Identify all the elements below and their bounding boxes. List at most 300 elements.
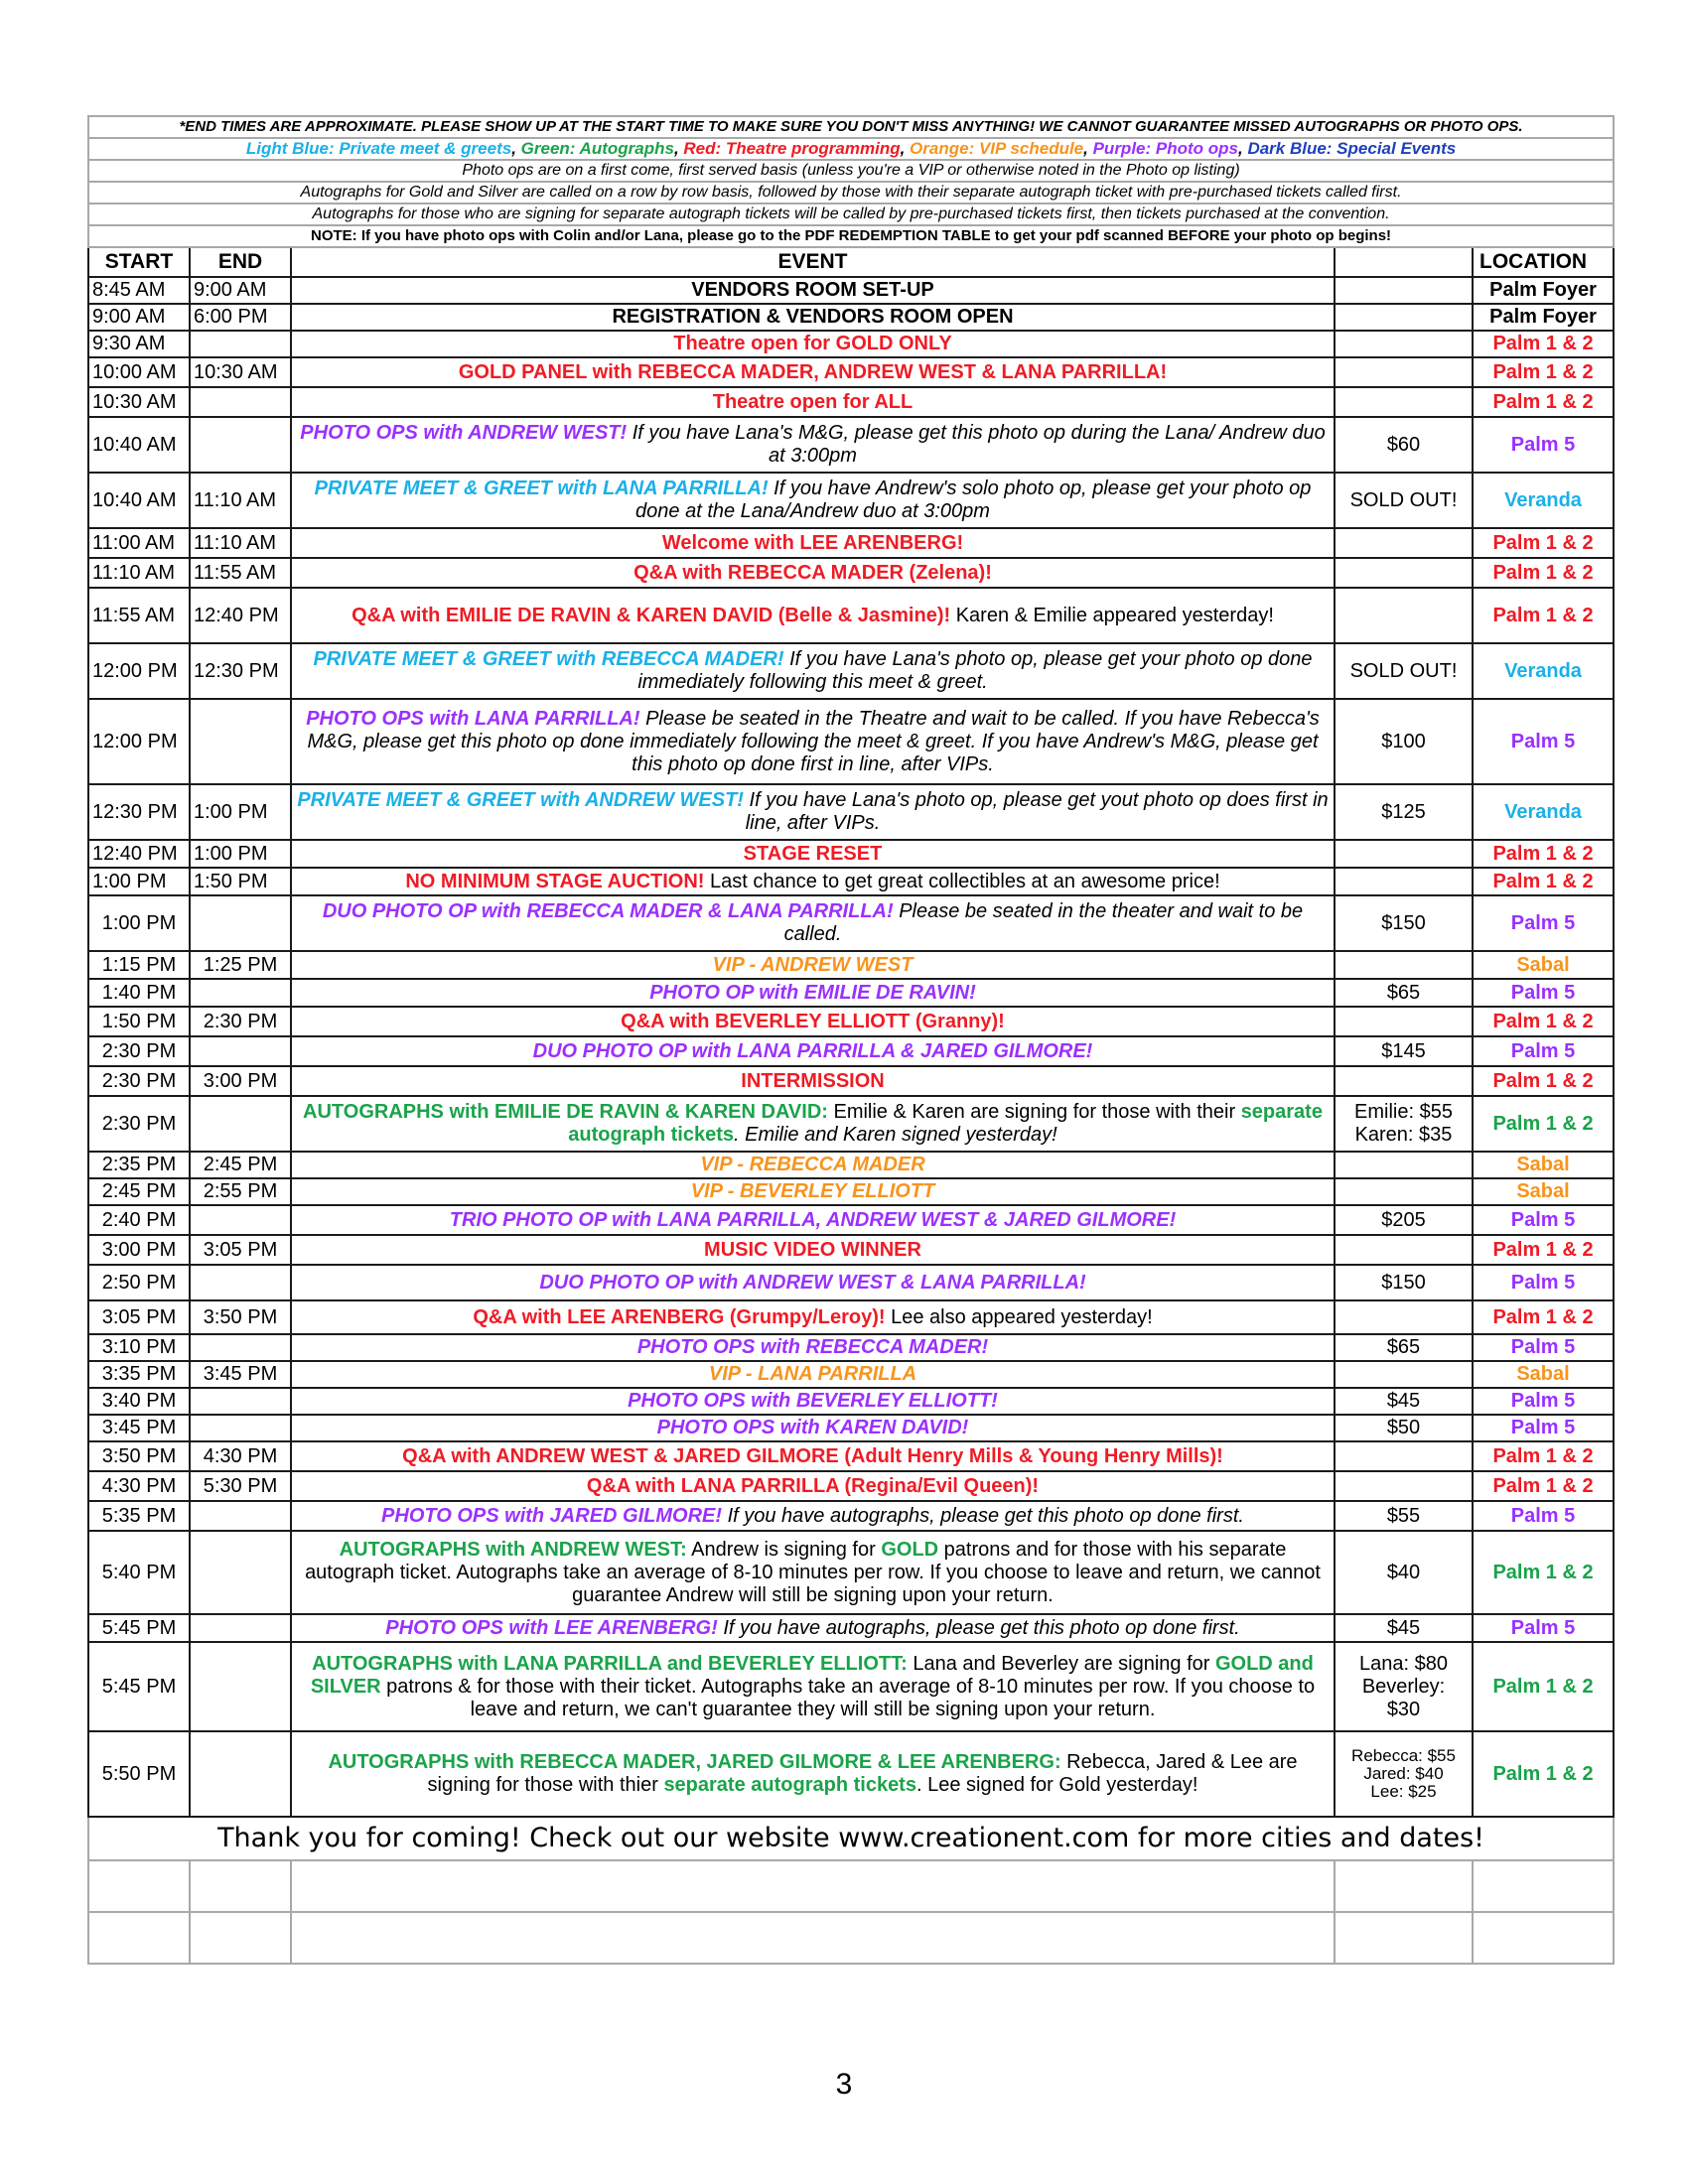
start-time: 9:00 AM	[88, 304, 190, 331]
schedule-row	[88, 784, 1614, 840]
start-time: 9:30 AM	[88, 331, 190, 357]
column-header-start: START	[88, 247, 190, 277]
event-description	[291, 1642, 1335, 1731]
event-location: Palm 5	[1473, 699, 1614, 784]
schedule-row	[88, 1388, 1614, 1415]
event-location: Palm 1 & 2	[1473, 528, 1614, 558]
schedule-row	[88, 1036, 1614, 1066]
event-price: $45	[1335, 1388, 1473, 1415]
event-text: separate autograph tickets	[663, 1774, 916, 1796]
end-time: 11:10 AM	[190, 528, 291, 558]
event-description	[291, 1066, 1335, 1096]
event-price	[1335, 357, 1473, 387]
event-price	[1335, 1471, 1473, 1501]
event-text: GOLD	[881, 1538, 939, 1561]
event-text: separate autograph tickets	[568, 1101, 1323, 1146]
event-description	[291, 277, 1335, 304]
event-text: . Lee signed for Gold yesterday!	[915, 1774, 1198, 1796]
event-text: Andrew is signing for	[686, 1538, 882, 1561]
start-time: 2:45 PM	[88, 1178, 190, 1205]
event-location: Sabal	[1473, 951, 1614, 979]
event-text: NO MINIMUM STAGE AUCTION!	[405, 870, 705, 892]
event-text: If you have autographs, please get this photo op done first.	[722, 1504, 1244, 1527]
event-text: GOLD and SILVER	[310, 1652, 1314, 1698]
event-location: Palm 5	[1473, 895, 1614, 951]
event-text: VIP - ANDREW WEST	[712, 953, 914, 976]
start-time: 3:10 PM	[88, 1334, 190, 1361]
schedule-row	[88, 1361, 1614, 1388]
event-price: $150	[1335, 1265, 1473, 1300]
start-time: 2:30 PM	[88, 1066, 190, 1096]
event-text: Theatre open for ALL	[712, 390, 914, 413]
end-time: 6:00 PM	[190, 304, 291, 331]
event-price	[1335, 277, 1473, 304]
start-time: 5:45 PM	[88, 1614, 190, 1642]
schedule-row	[88, 1415, 1614, 1441]
start-time: 1:15 PM	[88, 951, 190, 979]
event-text: If you have Lana's photo op, please get your photo op done immediately following this meet & greet.	[637, 648, 1313, 693]
event-text: If you have Lana's photo op, please get yout photo op does first in line, after VIPs.	[743, 789, 1329, 834]
start-time: 10:30 AM	[88, 387, 190, 417]
event-price: $50	[1335, 1415, 1473, 1441]
event-price	[1335, 1178, 1473, 1205]
event-text: Please be seated in the Theatre and wait to be called. If you have Rebecca's M&G, please get this photo op done immediately following the meet & greet. If you have Andrew's M&G, please get this photo op done first in line, after VIPs.	[307, 707, 1320, 775]
legend-item: Green: Autographs	[520, 139, 674, 159]
event-location: Palm 1 & 2	[1473, 558, 1614, 588]
event-text: GOLD PANEL with REBECCA MADER, ANDREW WEST & LANA PARRILLA!	[458, 360, 1168, 383]
end-time	[190, 895, 291, 951]
end-time: 1:00 PM	[190, 784, 291, 840]
event-price	[1335, 1361, 1473, 1388]
event-price: Emilie: $55 Karen: $35	[1335, 1096, 1473, 1152]
end-time	[190, 1501, 291, 1531]
event-description	[291, 1205, 1335, 1235]
event-location: Veranda	[1473, 784, 1614, 840]
schedule-row	[88, 387, 1614, 417]
start-time: 5:35 PM	[88, 1501, 190, 1531]
column-header-end: END	[190, 247, 291, 277]
event-description	[291, 840, 1335, 868]
end-time	[190, 1334, 291, 1361]
event-text: PHOTO OPS with JARED GILMORE!	[381, 1504, 723, 1527]
end-time: 1:00 PM	[190, 840, 291, 868]
event-location: Palm 1 & 2	[1473, 1235, 1614, 1265]
event-text: AUTOGRAPHS with LANA PARRILLA and BEVERLEY ELLIOTT:	[312, 1652, 908, 1675]
empty-row	[88, 1912, 1614, 1964]
event-price: $55	[1335, 1501, 1473, 1531]
legend-separator: ,	[1237, 139, 1248, 159]
notice-separate-autographs: Autographs for those who are signing for separate autograph tickets will be called by pre-purchased tickets first, then tickets purchased at the convention.	[88, 204, 1614, 225]
schedule-row	[88, 1501, 1614, 1531]
empty-row	[88, 1860, 1614, 1912]
event-location: Sabal	[1473, 1361, 1614, 1388]
start-time: 12:40 PM	[88, 840, 190, 868]
event-text: Last chance to get great collectibles at an awesome price!	[704, 870, 1220, 892]
schedule-row	[88, 331, 1614, 357]
schedule-row	[88, 979, 1614, 1007]
event-price: $60	[1335, 417, 1473, 473]
event-text: REGISTRATION & VENDORS ROOM OPEN	[612, 306, 1014, 328]
legend-item: Light Blue: Private meet & greets	[245, 139, 512, 159]
event-description	[291, 1235, 1335, 1265]
event-location: Palm 1 & 2	[1473, 1300, 1614, 1334]
event-location: Palm 5	[1473, 1334, 1614, 1361]
event-description	[291, 784, 1335, 840]
end-time	[190, 1096, 291, 1152]
end-time	[190, 1415, 291, 1441]
end-time: 12:30 PM	[190, 643, 291, 699]
start-time: 10:40 AM	[88, 473, 190, 528]
start-time: 11:55 AM	[88, 588, 190, 643]
event-location: Palm 5	[1473, 1501, 1614, 1531]
notice-end-times: *END TIMES ARE APPROXIMATE. PLEASE SHOW UP AT THE START TIME TO MAKE SURE YOU DON'T MISS ANYTHING! WE CANNOT GUARANTEE MISSED AUTOGRAPHS OR PHOTO OPS.	[88, 116, 1614, 138]
start-time: 11:10 AM	[88, 558, 190, 588]
start-time: 3:45 PM	[88, 1415, 190, 1441]
event-price: $125	[1335, 784, 1473, 840]
start-time: 11:00 AM	[88, 528, 190, 558]
event-text: Please be seated in the theater and wait to be called.	[783, 900, 1304, 945]
event-text: Q&A with REBECCA MADER (Zelena)!	[633, 561, 992, 584]
event-price: $100	[1335, 699, 1473, 784]
event-text: AUTOGRAPHS with ANDREW WEST:	[339, 1538, 687, 1561]
event-text: PHOTO OPS with BEVERLEY ELLIOTT!	[628, 1390, 998, 1412]
event-location: Palm 1 & 2	[1473, 1731, 1614, 1817]
event-price	[1335, 840, 1473, 868]
event-text: Rebecca, Jared & Lee are signing for those with thier	[427, 1751, 1298, 1796]
start-time: 12:30 PM	[88, 784, 190, 840]
start-time: 1:50 PM	[88, 1007, 190, 1036]
event-price	[1335, 331, 1473, 357]
event-price: SOLD OUT!	[1335, 643, 1473, 699]
event-text: PRIVATE MEET & GREET with REBECCA MADER!	[313, 648, 784, 670]
event-text: AUTOGRAPHS with REBECCA MADER, JARED GILMORE & LEE ARENBERG:	[328, 1751, 1061, 1773]
start-time: 8:45 AM	[88, 277, 190, 304]
schedule-row	[88, 304, 1614, 331]
event-price	[1335, 558, 1473, 588]
schedule-row	[88, 1642, 1614, 1731]
event-text: If you have Andrew's solo photo op, please get your photo op done at the Lana/Andrew duo at 3:00pm	[635, 478, 1312, 522]
start-time: 2:35 PM	[88, 1152, 190, 1178]
end-time: 2:55 PM	[190, 1178, 291, 1205]
event-location: Palm 1 & 2	[1473, 1096, 1614, 1152]
schedule-row	[88, 473, 1614, 528]
event-price: $205	[1335, 1205, 1473, 1235]
event-text: If you have autographs, please get this photo op done first.	[717, 1616, 1240, 1639]
event-text: patrons and for those with his separate autograph ticket. Autographs take an average of 8-10 minutes per row. If you choose to leave and return, we cannot guarantee Andrew will still be signing upon your return.	[305, 1538, 1321, 1606]
event-description	[291, 895, 1335, 951]
event-description	[291, 1501, 1335, 1531]
schedule-row	[88, 357, 1614, 387]
schedule-row	[88, 840, 1614, 868]
legend-separator: ,	[511, 139, 521, 159]
event-location: Palm 5	[1473, 1614, 1614, 1642]
event-price	[1335, 304, 1473, 331]
event-text: patrons & for those with their ticket. Autographs take an average of 8-10 minutes per row. If you choose to leave and return, we can't guarantee they will still be signing upon your return.	[380, 1675, 1316, 1720]
event-description	[291, 387, 1335, 417]
event-text: Q&A with BEVERLEY ELLIOTT (Granny)!	[621, 1010, 1005, 1032]
event-text: Theatre open for GOLD ONLY	[673, 333, 952, 354]
event-text: DUO PHOTO OP with LANA PARRILLA & JARED GILMORE!	[532, 1039, 1093, 1062]
legend-item: Orange: VIP schedule	[910, 139, 1084, 159]
event-location: Palm Foyer	[1473, 277, 1614, 304]
event-location: Veranda	[1473, 473, 1614, 528]
schedule-row	[88, 1152, 1614, 1178]
legend-separator: ,	[1083, 139, 1093, 159]
legend-item: Purple: Photo ops	[1092, 139, 1238, 159]
event-text: STAGE RESET	[743, 842, 883, 865]
schedule-row	[88, 951, 1614, 979]
event-description	[291, 558, 1335, 588]
event-description	[291, 1334, 1335, 1361]
event-price: $150	[1335, 895, 1473, 951]
event-text: Q&A with EMILIE DE RAVIN & KAREN DAVID (Belle & Jasmine)!	[352, 604, 951, 626]
event-price: $145	[1335, 1036, 1473, 1066]
event-text: PHOTO OPS with KAREN DAVID!	[656, 1417, 969, 1438]
schedule-row	[88, 699, 1614, 784]
end-time	[190, 387, 291, 417]
schedule-row	[88, 1441, 1614, 1471]
end-time: 3:00 PM	[190, 1066, 291, 1096]
event-text: Q&A with LEE ARENBERG (Grumpy/Leroy)!	[473, 1305, 886, 1328]
schedule-sheet	[87, 115, 1613, 1965]
event-text: DUO PHOTO OP with REBECCA MADER & LANA PARRILLA!	[322, 900, 894, 922]
event-text: . Emilie and Karen signed yesterday!	[733, 1124, 1057, 1146]
event-description	[291, 1415, 1335, 1441]
end-time	[190, 1642, 291, 1731]
event-location: Palm 5	[1473, 417, 1614, 473]
legend-item: Red: Theatre programming	[683, 139, 901, 159]
schedule-row	[88, 1066, 1614, 1096]
event-description	[291, 699, 1335, 784]
event-text: PRIVATE MEET & GREET with ANDREW WEST!	[297, 789, 744, 811]
event-text: PHOTO OPS with ANDREW WEST!	[300, 422, 628, 444]
event-price	[1335, 1152, 1473, 1178]
event-location: Palm 1 & 2	[1473, 1007, 1614, 1036]
event-text: PHOTO OP with EMILIE DE RAVIN!	[649, 981, 976, 1004]
event-text: PRIVATE MEET & GREET with LANA PARRILLA!	[314, 478, 769, 499]
start-time: 3:40 PM	[88, 1388, 190, 1415]
event-price: SOLD OUT!	[1335, 473, 1473, 528]
start-time: 3:05 PM	[88, 1300, 190, 1334]
event-location: Palm 1 & 2	[1473, 588, 1614, 643]
end-time: 1:50 PM	[190, 868, 291, 895]
schedule-row	[88, 643, 1614, 699]
end-time	[190, 331, 291, 357]
event-description	[291, 1471, 1335, 1501]
event-text: Lee also appeared yesterday!	[885, 1305, 1153, 1328]
start-time: 1:00 PM	[88, 895, 190, 951]
event-description	[291, 1614, 1335, 1642]
event-price	[1335, 1066, 1473, 1096]
event-description	[291, 1178, 1335, 1205]
event-price	[1335, 528, 1473, 558]
event-description	[291, 1300, 1335, 1334]
notice-pdf-redemption: NOTE: If you have photo ops with Colin and/or Lana, please go to the PDF REDEMPTION TABLE to get your pdf scanned BEFORE your photo op begins!	[88, 225, 1614, 247]
end-time	[190, 1531, 291, 1614]
schedule-row	[88, 1007, 1614, 1036]
event-location: Palm 5	[1473, 1036, 1614, 1066]
event-text: Welcome with LEE ARENBERG!	[661, 531, 964, 554]
start-time: 5:50 PM	[88, 1731, 190, 1817]
schedule-row	[88, 588, 1614, 643]
event-description	[291, 1036, 1335, 1066]
event-text: AUTOGRAPHS with EMILIE DE RAVIN & KAREN DAVID:	[303, 1101, 828, 1123]
start-time: 5:40 PM	[88, 1531, 190, 1614]
event-description	[291, 1265, 1335, 1300]
start-time: 3:35 PM	[88, 1361, 190, 1388]
end-time: 3:05 PM	[190, 1235, 291, 1265]
start-time: 10:00 AM	[88, 357, 190, 387]
event-text: TRIO PHOTO OP with LANA PARRILLA, ANDREW WEST & JARED GILMORE!	[449, 1208, 1177, 1231]
event-description	[291, 1441, 1335, 1471]
event-price	[1335, 387, 1473, 417]
event-price	[1335, 1300, 1473, 1334]
start-time: 10:40 AM	[88, 417, 190, 473]
event-description	[291, 868, 1335, 895]
event-location: Palm 1 & 2	[1473, 840, 1614, 868]
schedule-row	[88, 1235, 1614, 1265]
event-text: If you have Lana's M&G, please get this photo op during the Lana/ Andrew duo at 3:00pm	[627, 422, 1326, 467]
end-time: 9:00 AM	[190, 277, 291, 304]
schedule-row	[88, 1614, 1614, 1642]
legend-separator: ,	[900, 139, 911, 159]
schedule-row	[88, 1205, 1614, 1235]
event-price: Rebecca: $55 Jared: $40 Lee: $25	[1335, 1731, 1473, 1817]
schedule-row	[88, 1178, 1614, 1205]
end-time: 11:10 AM	[190, 473, 291, 528]
event-location: Palm 5	[1473, 1388, 1614, 1415]
start-time: 12:00 PM	[88, 643, 190, 699]
event-description	[291, 1361, 1335, 1388]
event-location: Palm 5	[1473, 1265, 1614, 1300]
event-description	[291, 951, 1335, 979]
event-location: Palm 1 & 2	[1473, 1066, 1614, 1096]
event-description	[291, 331, 1335, 357]
schedule-row	[88, 1471, 1614, 1501]
column-header-event: EVENT	[291, 247, 1335, 277]
event-price: Lana: $80 Beverley: $30	[1335, 1642, 1473, 1731]
schedule-row	[88, 1731, 1614, 1817]
event-location: Palm Foyer	[1473, 304, 1614, 331]
event-description	[291, 1007, 1335, 1036]
event-description	[291, 1152, 1335, 1178]
event-description	[291, 588, 1335, 643]
event-text: Emilie & Karen are signing for those with their	[827, 1101, 1241, 1123]
event-location: Palm 1 & 2	[1473, 1531, 1614, 1614]
end-time: 11:55 AM	[190, 558, 291, 588]
event-location: Palm 1 & 2	[1473, 387, 1614, 417]
event-location: Palm 1 & 2	[1473, 868, 1614, 895]
end-time	[190, 1265, 291, 1300]
schedule-row	[88, 1334, 1614, 1361]
event-description	[291, 1388, 1335, 1415]
end-time	[190, 979, 291, 1007]
legend-separator: ,	[673, 139, 684, 159]
event-description	[291, 1531, 1335, 1614]
end-time: 4:30 PM	[190, 1441, 291, 1471]
event-price	[1335, 951, 1473, 979]
schedule-row	[88, 895, 1614, 951]
start-time: 1:40 PM	[88, 979, 190, 1007]
schedule-row	[88, 528, 1614, 558]
event-text: VIP - BEVERLEY ELLIOTT	[690, 1180, 935, 1202]
event-text: Lana and Beverley are signing for	[907, 1652, 1215, 1675]
event-text: VENDORS ROOM SET-UP	[691, 279, 934, 301]
event-description	[291, 528, 1335, 558]
event-location: Palm 1 & 2	[1473, 357, 1614, 387]
event-price	[1335, 868, 1473, 895]
event-description	[291, 473, 1335, 528]
notice-gold-silver-autographs: Autographs for Gold and Silver are called on a row by row basis, followed by those with their separate autograph ticket with pre-purchased tickets called first.	[88, 182, 1614, 204]
legend-item: Dark Blue: Special Events	[1247, 139, 1457, 159]
event-price: $40	[1335, 1531, 1473, 1614]
event-description	[291, 1731, 1335, 1817]
color-legend	[88, 138, 1614, 160]
event-text: PHOTO OPS with REBECCA MADER!	[636, 1336, 989, 1358]
start-time: 2:30 PM	[88, 1036, 190, 1066]
end-time: 5:30 PM	[190, 1471, 291, 1501]
end-time: 3:50 PM	[190, 1300, 291, 1334]
event-price	[1335, 588, 1473, 643]
schedule-row	[88, 558, 1614, 588]
end-time: 2:30 PM	[190, 1007, 291, 1036]
event-text: PHOTO OPS with LEE ARENBERG!	[385, 1616, 718, 1639]
end-time	[190, 699, 291, 784]
start-time: 2:30 PM	[88, 1096, 190, 1152]
end-time: 10:30 AM	[190, 357, 291, 387]
event-location: Sabal	[1473, 1152, 1614, 1178]
event-description	[291, 643, 1335, 699]
schedule-table	[87, 115, 1615, 1965]
event-location: Palm 5	[1473, 979, 1614, 1007]
schedule-row	[88, 277, 1614, 304]
schedule-row	[88, 1265, 1614, 1300]
event-location: Palm 1 & 2	[1473, 331, 1614, 357]
end-time	[190, 1036, 291, 1066]
start-time: 1:00 PM	[88, 868, 190, 895]
event-text: Q&A with ANDREW WEST & JARED GILMORE (Adult Henry Mills & Young Henry Mills)!	[402, 1444, 1223, 1467]
event-location: Sabal	[1473, 1178, 1614, 1205]
event-description	[291, 1096, 1335, 1152]
event-price: $65	[1335, 1334, 1473, 1361]
event-text: INTERMISSION	[741, 1069, 885, 1092]
end-time	[190, 1388, 291, 1415]
column-header-price	[1335, 247, 1473, 277]
event-price	[1335, 1235, 1473, 1265]
event-text: Q&A with LANA PARRILLA (Regina/Evil Queen)!	[586, 1474, 1040, 1497]
schedule-row	[88, 1096, 1614, 1152]
event-location: Palm 5	[1473, 1205, 1614, 1235]
event-text: MUSIC VIDEO WINNER	[704, 1238, 921, 1261]
end-time	[190, 1614, 291, 1642]
end-time: 2:45 PM	[190, 1152, 291, 1178]
end-time: 1:25 PM	[190, 951, 291, 979]
column-header-location: LOCATION	[1473, 247, 1614, 277]
event-description	[291, 417, 1335, 473]
schedule-row	[88, 868, 1614, 895]
start-time: 5:45 PM	[88, 1642, 190, 1731]
event-price: $65	[1335, 979, 1473, 1007]
start-time: 2:50 PM	[88, 1265, 190, 1300]
thank-you-message: Thank you for coming! Check out our website www.creationent.com for more cities and dates!	[88, 1817, 1614, 1860]
schedule-row	[88, 417, 1614, 473]
event-text: VIP - REBECCA MADER	[700, 1154, 925, 1175]
event-text: DUO PHOTO OP with ANDREW WEST & LANA PARRILLA!	[539, 1271, 1086, 1294]
start-time: 3:00 PM	[88, 1235, 190, 1265]
start-time: 3:50 PM	[88, 1441, 190, 1471]
event-price	[1335, 1007, 1473, 1036]
end-time	[190, 1731, 291, 1817]
